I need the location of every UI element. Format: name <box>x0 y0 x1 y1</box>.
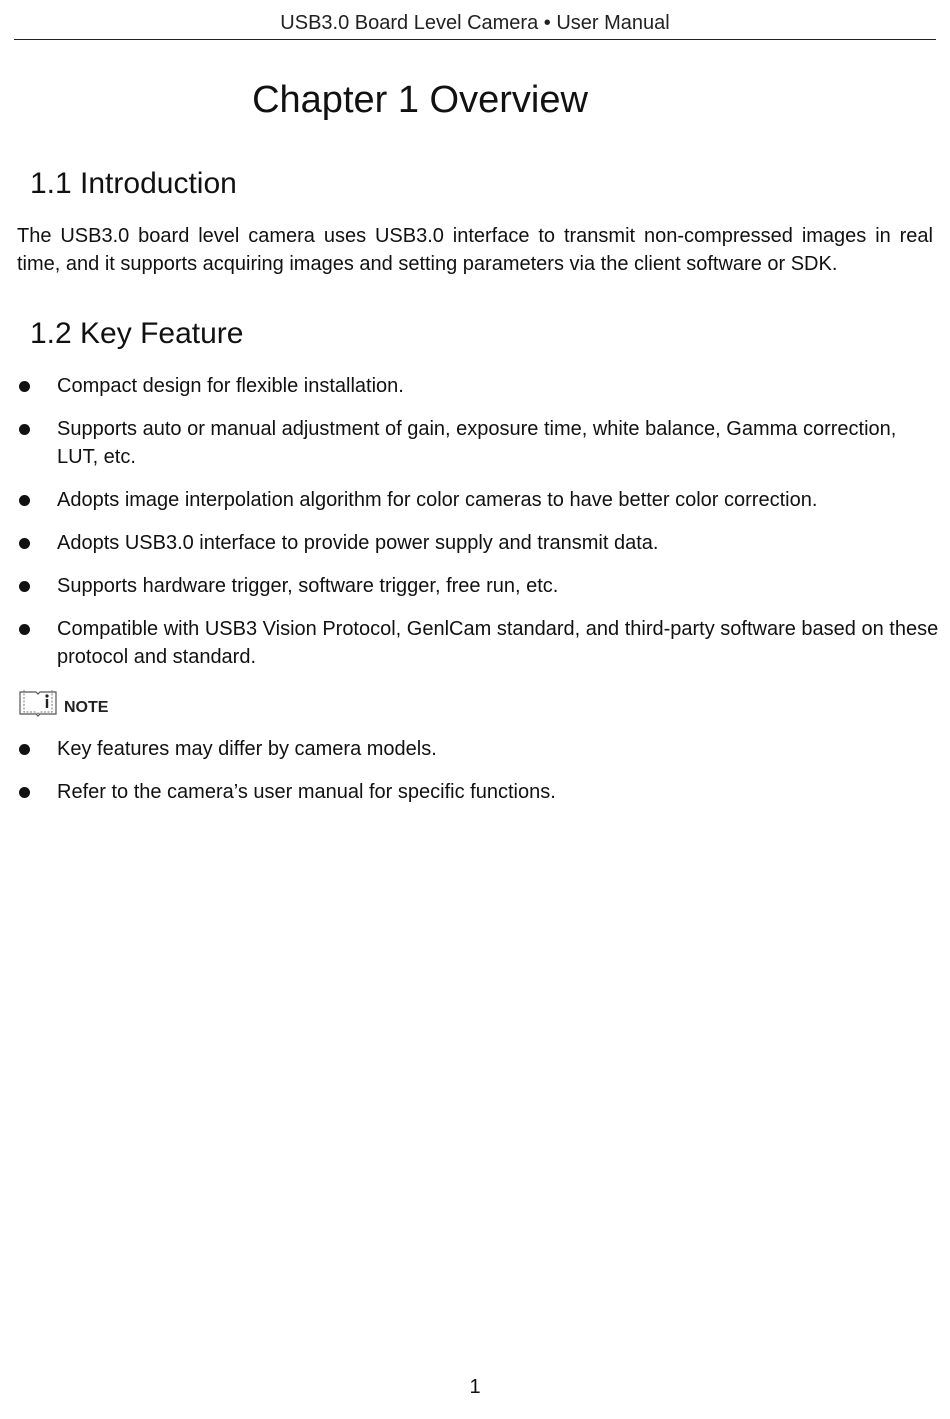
section-heading-introduction: 1.1 Introduction <box>30 167 237 200</box>
note-label: NOTE <box>64 699 109 716</box>
page-header <box>14 8 936 40</box>
list-item <box>17 572 939 600</box>
list-item-text: Supports auto or manual adjustment of gain, exposure time, white balance, Gamma correction, LUT, etc. <box>57 418 897 468</box>
introduction-paragraph: The USB3.0 board level camera uses USB3.0 interface to transmit non-compressed images in real time, and it supports acquiring images and setting parameters via the client software or SDK. <box>17 225 933 275</box>
list-item <box>17 735 939 763</box>
list-item <box>17 486 939 514</box>
list-item <box>17 415 939 471</box>
note-list <box>17 735 939 821</box>
chapter-title <box>0 74 950 126</box>
section-heading-key-feature: 1.2 Key Feature <box>30 317 244 350</box>
bullet-icon <box>19 381 30 392</box>
bullet-icon <box>19 538 30 549</box>
list-item <box>17 372 939 400</box>
list-item-text: Compact design for flexible installation. <box>57 375 404 397</box>
page-number: 1 <box>469 1376 481 1398</box>
header-title: USB3.0 Board Level Camera • User Manual <box>280 12 670 34</box>
list-item-text: Compatible with USB3 Vision Protocol, GenlCam standard, and third-party software based on these protocol and standard. <box>57 618 939 668</box>
bullet-icon <box>19 624 30 635</box>
list-item-text: Refer to the camera’s user manual for specific functions. <box>57 781 556 803</box>
bullet-icon <box>19 495 30 506</box>
list-item <box>17 529 939 557</box>
list-item-text: Adopts image interpolation algorithm for color cameras to have better color correction. <box>57 489 818 511</box>
info-book-icon <box>18 688 58 718</box>
bullet-icon <box>19 424 30 435</box>
list-item-text: Supports hardware trigger, software trigger, free run, etc. <box>57 575 559 597</box>
chapter-title-text: Chapter 1 Overview <box>252 79 588 121</box>
list-item <box>17 615 939 671</box>
list-item-text: Key features may differ by camera models. <box>57 738 437 760</box>
bullet-icon <box>19 744 30 755</box>
bullet-icon <box>19 787 30 798</box>
bullet-icon <box>19 581 30 592</box>
list-item <box>17 778 939 806</box>
key-feature-list <box>17 372 939 686</box>
list-item-text: Adopts USB3.0 interface to provide power supply and transmit data. <box>57 532 659 554</box>
note-block <box>18 686 108 718</box>
